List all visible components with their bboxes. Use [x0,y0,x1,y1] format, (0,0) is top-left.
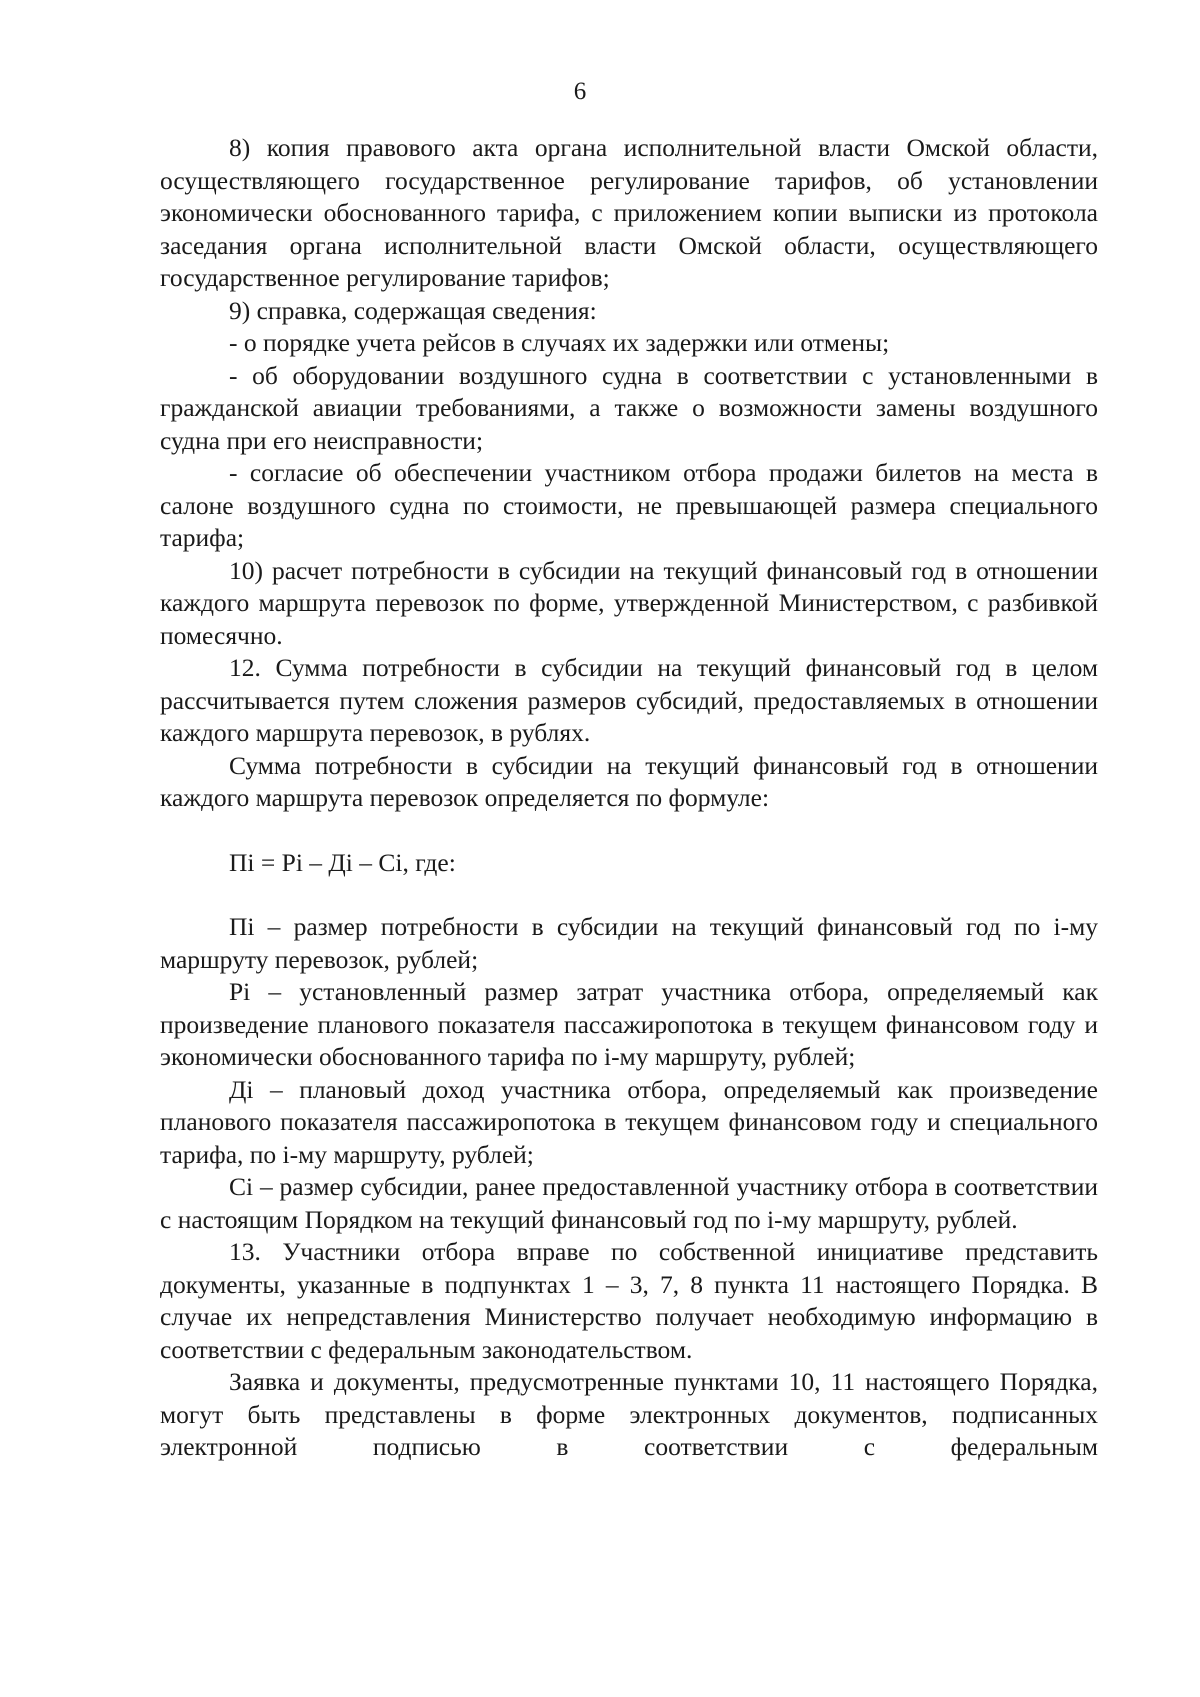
definition-p: Пi – размер потребности в субсидии на текущий финансовый год по i-му маршруту перевозок, рублей; [160,912,1098,974]
document-body [160,132,1098,1464]
definition-s: Сi – размер субсидии, ранее предоставленной участнику отбора в соответствии с настоящим Порядком на текущий финансовый год по i-му маршруту, рублей. [160,1172,1098,1234]
list-item-flights: - о порядке учета рейсов в случаях их задержки или отмены; [229,328,890,357]
list-item-aircraft-equipment: - об оборудовании воздушного судна в соответствии с установленными в гражданской авиации требованиями, а также о возможности замены воздушного судна при его неисправности; [160,360,1098,455]
paragraph-item-8: 8) копия правового акта органа исполнительной власти Омской области, осуществляющего государственное регулирование тарифов, об установлении экономически обоснованного тарифа, с приложением копии выписки из протокола заседания органа исполнительной власти Омской области, осуществляющего государственное регулирование тарифов; [160,133,1098,292]
paragraph-item-9: 9) справка, содержащая сведения: [229,295,597,325]
paragraph-clause-13: 13. Участники отбора вправе по собственной инициативе представить документы, указанные в подпунктах 1 – 3, 7, 8 пункта 11 настоящего Порядка. В случае их непредставления Министерство получает необходимую информацию в соответствии с федеральным законодательством. [160,1237,1098,1364]
formula: Пi = Рi – Дi – Сi, где: [229,847,456,877]
paragraph-item-10: 10) расчет потребности в субсидии на текущий финансовый год в отношении каждого маршрута перевозок по форме, утвержденной Министерством, с разбивкой помесячно. [160,555,1098,650]
paragraph-electronic-documents: Заявка и документы, предусмотренные пунктами 10, 11 настоящего Порядка, могут быть представлены в форме электронных документов, подписанных электронной подписью в соответствии с федеральным [160,1367,1098,1461]
page-number: 6 [573,78,587,105]
definition-d: Дi – плановый доход участника отбора, определяемый как произведение планового показателя пассажиропотока в текущем финансовом году и специального тарифа, по i-му маршруту, рублей; [160,1074,1098,1169]
list-item-ticket-consent: - согласие об обеспечении участником отбора продажи билетов на места в салоне воздушного судна по стоимости, не превышающей размера специального тарифа; [160,458,1098,552]
paragraph-clause-12: 12. Сумма потребности в субсидии на текущий финансовый год в целом рассчитывается путем сложения размеров субсидий, предоставляемых в отношении каждого маршрута перевозок, в рублях. [160,653,1098,747]
paragraph-formula-intro: Сумма потребности в субсидии на текущий финансовый год в отношении каждого маршрута перевозок определяется по формуле: [160,750,1098,812]
definition-r: Рi – установленный размер затрат участника отбора, определяемый как произведение планового показателя пассажиропотока в текущем финансовом году и экономически обоснованного тарифа по i-му маршруту, рублей; [160,977,1098,1071]
